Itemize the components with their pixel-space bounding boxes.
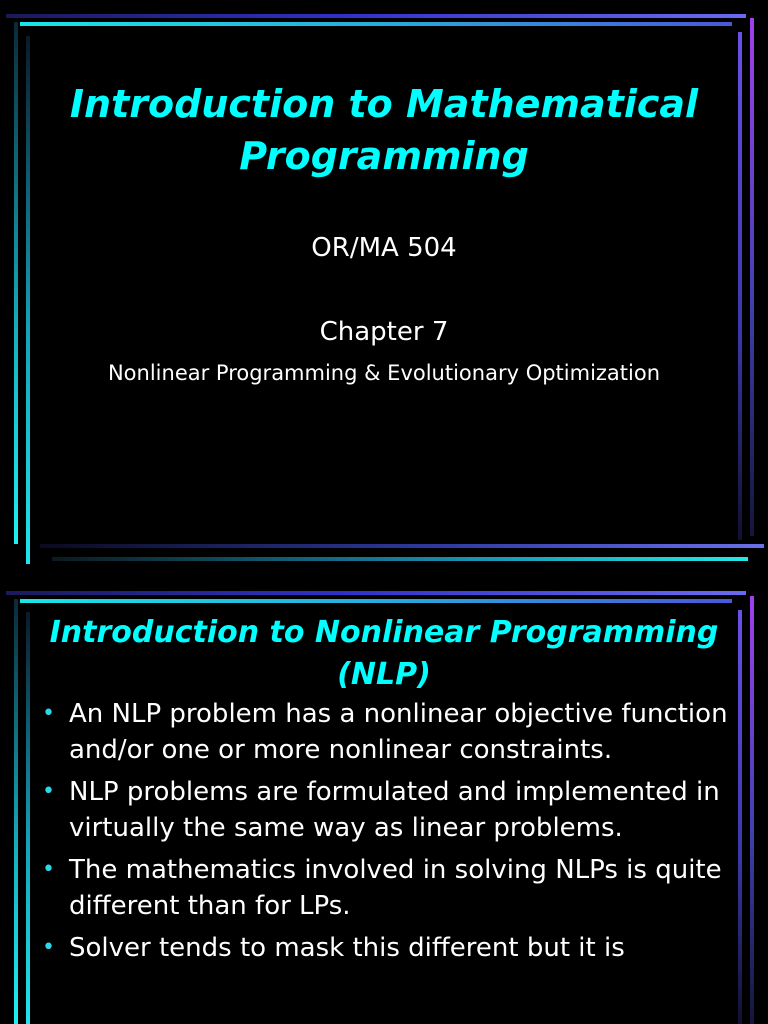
bullet-icon: • (42, 779, 55, 804)
bullet-text: The mathematics involved in solving NLPs is quite different than for LPs. (69, 855, 722, 921)
bullet-list (40, 696, 730, 972)
chapter-number: Chapter 7 (319, 317, 449, 347)
frame-left-inner-line (26, 36, 30, 564)
frame-right-outer-line (750, 18, 754, 536)
list-item (40, 852, 730, 924)
slide-title: Introduction to Nonlinear Programming (NLP) (49, 615, 719, 692)
bullet-icon: • (42, 701, 55, 726)
frame-left-outer-line (14, 22, 18, 544)
frame-top-outer-line (6, 14, 746, 18)
frame-bottom-outer-line (40, 544, 764, 548)
frame-right-inner-line (738, 32, 742, 540)
list-item (40, 696, 730, 768)
frame-top-inner-line (20, 599, 732, 603)
frame-bottom-inner-line (52, 557, 748, 561)
list-item (40, 774, 730, 846)
list-item (40, 930, 730, 966)
frame-top-inner-line (20, 22, 732, 26)
frame-right-outer-line (750, 596, 754, 1024)
bullet-icon: • (42, 857, 55, 882)
presentation-title: Introduction to Mathematical Programming (69, 82, 699, 178)
bullet-icon: • (42, 935, 55, 960)
bullet-text: An NLP problem has a nonlinear objective function and/or one or more nonlinear constraints. (69, 699, 728, 765)
chapter-title: Nonlinear Programming & Evolutionary Optimization (107, 361, 661, 385)
bullet-text: Solver tends to mask this different but it is (69, 933, 625, 963)
frame-top-outer-line (6, 591, 746, 595)
frame-left-outer-line (14, 599, 18, 1024)
content-slide (0, 588, 768, 1024)
frame-right-inner-line (738, 610, 742, 1024)
course-code: OR/MA 504 (311, 233, 457, 263)
bullet-text: NLP problems are formulated and implemented in virtually the same way as linear problems. (69, 777, 720, 843)
